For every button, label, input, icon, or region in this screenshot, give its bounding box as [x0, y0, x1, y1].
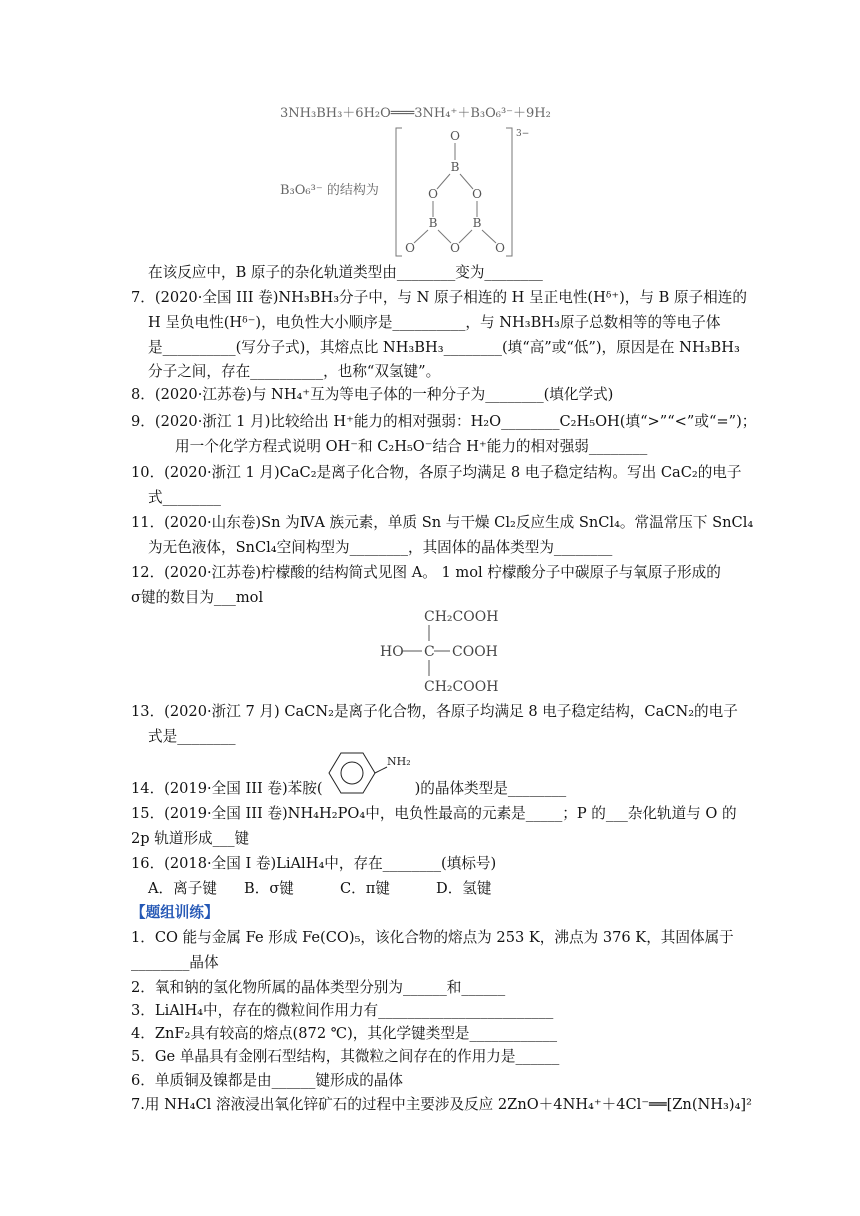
b3o6-structure [390, 122, 550, 260]
citric-center-c: C [424, 644, 435, 660]
section-title: 【题组训练】 [131, 904, 219, 921]
q7-line-3: 是__________(写分子式)，其熔点比 NH₃BH₃________(填“高”或“低”)，原因是在 NH₃BH₃ [148, 339, 740, 356]
atom-o-bottom-1: O [405, 241, 415, 255]
q15-line-2: 2p 轨道形成___键 [131, 830, 250, 847]
atom-o-bottom-3: O [495, 241, 505, 255]
right-bracket [506, 128, 512, 256]
reaction-equation [280, 104, 551, 124]
t3: 3．LiAlH₄中，存在的微粒间作用力有________________________ [131, 1002, 554, 1019]
citric-right: COOH [452, 644, 498, 660]
left-bracket [396, 128, 402, 256]
q9-line-1: 9．(2020·浙江 1 月)比较给出 H⁺能力的相对强弱：H₂O________C₂H₅OH(填“>”“<”或“=”)； [131, 413, 757, 430]
equation-left: 3NH₃BH₃＋6H₂O [280, 106, 391, 121]
q7-line-1: 7．(2020·全国 III 卷)NH₃BH₃分子中，与 N 原子相连的 H 呈正电性(Hᵟ⁺)，与 B 原子相连的 [131, 289, 747, 306]
q15-line-1: 15．(2019·全国 III 卷)NH₄H₂PO₄中，电负性最高的元素是_____；P 的___杂化轨道与 O 的 [131, 805, 737, 822]
q16-option-d: D．氢键 [436, 880, 492, 897]
atom-o-left: O [428, 187, 438, 201]
t1-line-2: ________晶体 [131, 954, 219, 971]
q12-line-1: 12．(2020·江苏卷)柠檬酸的结构简式见图 A。 1 mol 柠檬酸分子中碳原子与氧原子形成的 [131, 564, 721, 581]
nh2-label: NH₂ [386, 755, 411, 768]
q14-suffix: )的晶体类型是________ [414, 780, 567, 797]
structure-charge: 3− [516, 129, 530, 139]
atom-b-left: B [428, 216, 438, 230]
citric-ho: HO [380, 644, 404, 660]
q12-line-2: σ键的数目为___mol [131, 589, 264, 606]
hybridization-question: 在该反应中，B 原子的杂化轨道类型由________变为________ [148, 264, 543, 281]
t6: 6．单质铜及镍都是由______键形成的晶体 [131, 1072, 403, 1089]
q7-line-2: H 呈负电性(Hᵟ⁻)，电负性大小顺序是__________，与 NH₃BH₃原子总数相等的等电子体 [148, 314, 721, 331]
q11-line-1: 11．(2020·山东卷)Sn 为ⅣA 族元素，单质 Sn 与干燥 Cl₂反应生成 SnCl₄。常温常压下 SnCl₄ [131, 514, 754, 531]
citric-acid-structure [370, 604, 520, 696]
atom-o-right: O [472, 187, 482, 201]
q9-line-2: 用一个化学方程式说明 OH⁻和 C₂H₅O⁻结合 H⁺能力的相对强弱________ [175, 438, 648, 455]
t4: 4．ZnF₂具有较高的熔点(872 ℃)，其化学键类型是____________ [131, 1025, 558, 1042]
atom-b-right: B [472, 216, 482, 230]
q8: 8．(2020·江苏卷)与 NH₄⁺互为等电子体的一种分子为________(填化学式) [131, 386, 614, 403]
q11-line-2: 为无色液体，SnCl₄空间构型为________，其固体的晶体类型为________ [148, 539, 613, 556]
q13-line-2: 式是________ [148, 728, 236, 745]
atom-o-top: O [450, 129, 460, 143]
t2: 2．氧和钠的氢化物所属的晶体类型分别为______和______ [131, 979, 506, 996]
q16-option-c: C．π键 [340, 880, 390, 897]
atom-o-bottom-2: O [450, 241, 460, 255]
equation-arrow: ═══ [390, 106, 415, 121]
structure-label: B₃O₆³⁻ 的结构为 [280, 183, 379, 198]
citric-top: CH₂COOH [424, 609, 499, 625]
t7: 7.用 NH₄Cl 溶液浸出氧化锌矿石的过程中主要涉及反应 2ZnO＋4NH₄⁺＋4Cl⁻══[Zn(NH₃)₄]² [131, 1096, 752, 1113]
q7-line-4: 分子之间，存在__________，也称“双氢键”。 [148, 363, 441, 380]
q14-prefix: 14．(2019·全国 III 卷)苯胺( [131, 780, 323, 797]
q16-option-b: B．σ键 [244, 880, 294, 897]
aniline-diagram [323, 755, 415, 793]
benzene-ring-icon [323, 751, 415, 795]
q16-option-a: A．离子键 [148, 880, 217, 897]
q13-line-1: 13．(2020·浙江 7 月) CaCN₂是离子化合物，各原子均满足 8 电子稳定结构，CaCN₂的电子 [131, 703, 738, 720]
q16-options [148, 879, 532, 899]
q10-line-1: 10．(2020·浙江 1 月)CaC₂是离子化合物，各原子均满足 8 电子稳定结构。写出 CaC₂的电子 [131, 464, 742, 481]
t5: 5．Ge 单晶具有金刚石型结构，其微粒之间存在的作用力是______ [131, 1048, 560, 1065]
t1-line-1: 1．CO 能与金属 Fe 形成 Fe(CO)₅，该化合物的熔点为 253 K，沸点为 376 K，其固体属于 [131, 929, 734, 946]
q14 [131, 755, 567, 799]
citric-bottom: CH₂COOH [424, 679, 499, 695]
q16: 16．(2018·全国 I 卷)LiAlH₄中，存在________(填标号) [131, 855, 497, 872]
atom-b-top: B [450, 160, 460, 174]
q10-line-2: 式________ [148, 489, 221, 506]
equation-right: 3NH₄⁺＋B₃O₆³⁻＋9H₂ [414, 106, 551, 121]
